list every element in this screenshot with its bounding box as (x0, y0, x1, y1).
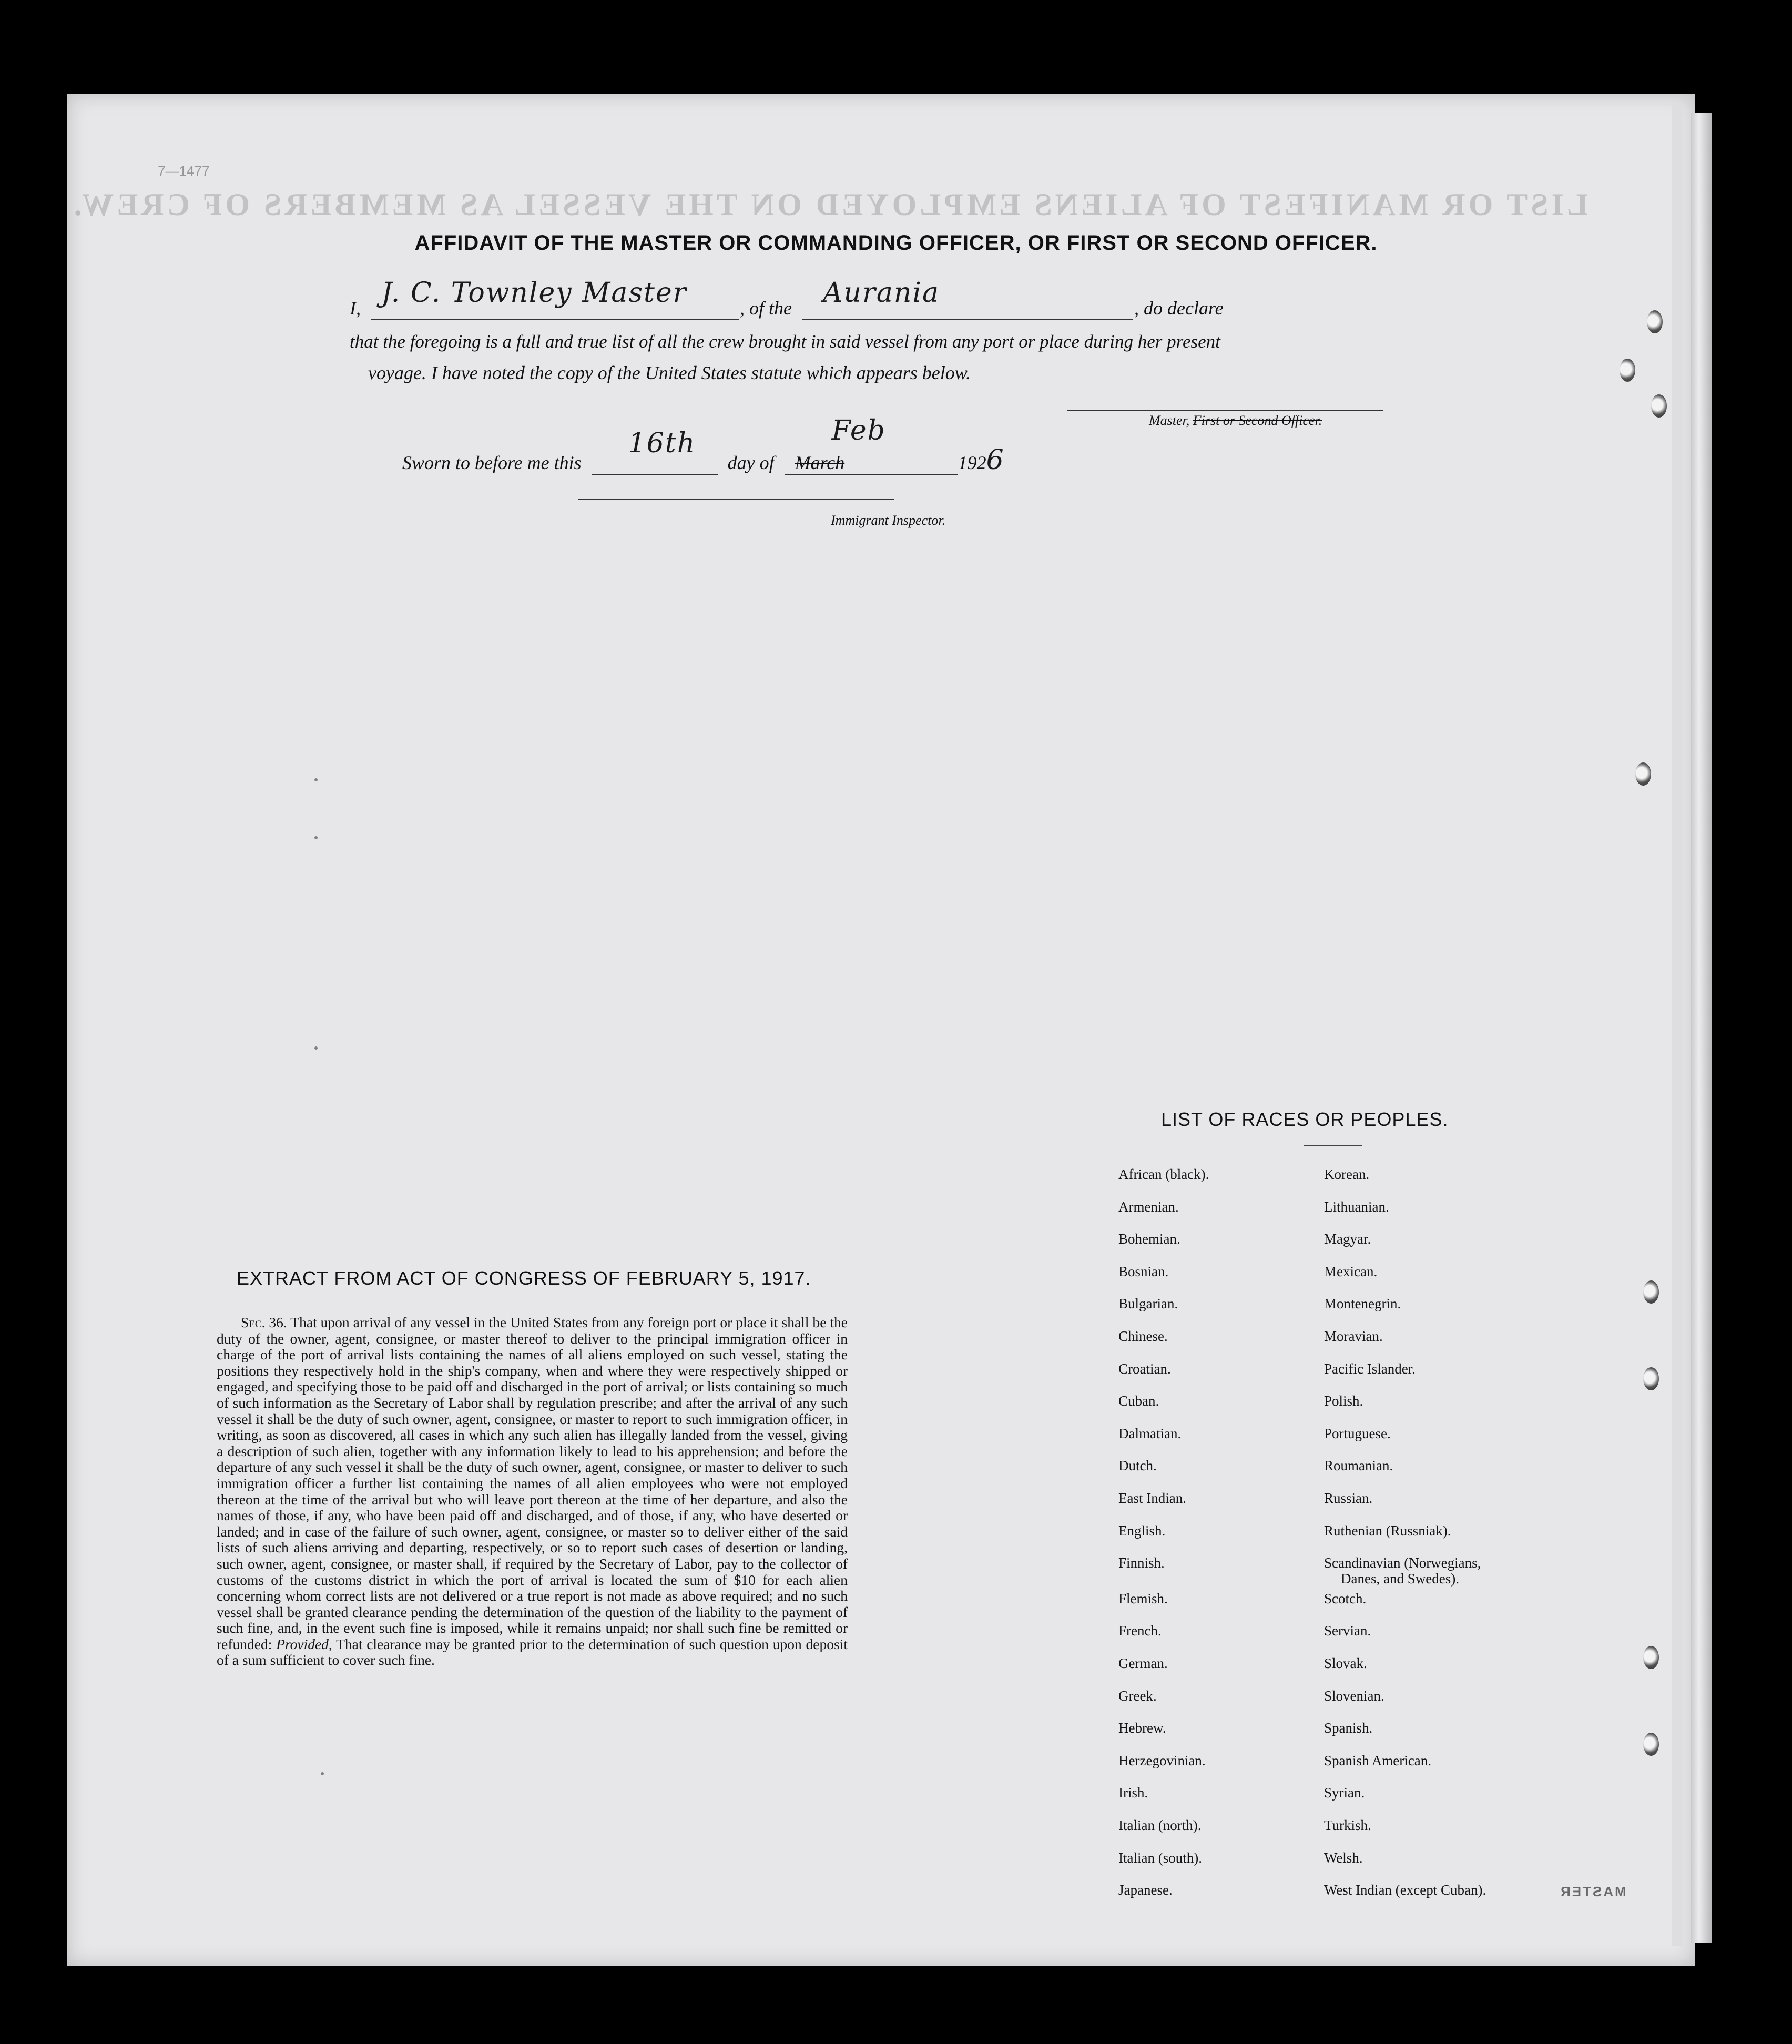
race-item: Portuguese. (1324, 1425, 1391, 1441)
statute-text: That upon arrival of any vessel in the United States from any foreign port or place it shall be the duty of the owner, agent, consignee, or master thereof to deliver to the principal immigration officer in charge of the port of arrival lists containing the names of all aliens employed on such vessel, stating the positions they respectively hold in the ship's company, when and where they were respectively shipped or engaged, and specifying those to be paid off and discharged in the port of arrival; or lists containing so much of such information as the Secretary of Labor shall by regulation prescribe; and after the arrival of any such vessel it shall be the duty of such owner, agent, consignee, or master to report to such immigration officer, in writing, as soon as discovered, all cases in which any such alien has illegally landed from the vessel, giving a description of such alien, together with any information likely to lead to his apprehension; and before the departure of any such vessel it shall be the duty of such owner, agent, consignee, or master to deliver to such immigration officer a further list containing the names of all alien employees who were not employed thereon at the time of the arrival but who will leave port thereon at the time of her departure, and also the names of those, if any, who have been paid off and discharged, and of those, if any, who have deserted or landed; and in case of the failure of such owner, agent, consignee, or master so to deliver either of the said lists of such aliens arriving and departing, respectively, or so to report such cases of desertion or landing, such owner, agent, consignee, or master shall, if required by the Secretary of Labor, pay to the collector of customs of the customs district in which the port of arrival is located the sum of $10 for each alien concerning whom correct lists are not delivered or a true report is not made as above required; and no such vessel shall be granted clearance pending the determination of the question of the liability to the payment of such fine, and, in the event such fine is imposed, while it remains unpaid; nor shall such fine be remitted or refunded: (217, 1314, 848, 1652)
do-declare-label: , do declare (1134, 298, 1224, 319)
declaration-line-2: that the foregoing is a full and true list of all the crew brought in said vessel from any port or place during her present (350, 331, 1220, 352)
race-item: Bulgarian. (1118, 1296, 1178, 1312)
inspector-label: Immigrant Inspector. (831, 513, 946, 528)
race-item: Scandinavian (Norwegians, (1324, 1555, 1481, 1571)
vessel-field (802, 277, 1133, 320)
year-printed: 192 (958, 452, 986, 473)
page-edge (1691, 113, 1712, 1943)
race-item: Scotch. (1324, 1590, 1367, 1606)
race-item: Slovenian. (1324, 1687, 1384, 1704)
race-item: Herzegovinian. (1118, 1752, 1206, 1768)
race-item: East Indian. (1118, 1490, 1186, 1506)
race-item: Montenegrin. (1324, 1296, 1401, 1312)
race-item: English. (1118, 1522, 1166, 1539)
race-item: Finnish. (1118, 1555, 1165, 1571)
race-item: Pacific Islander. (1324, 1360, 1416, 1377)
race-item: Danes, and Swedes). (1341, 1571, 1459, 1587)
race-item: Irish. (1118, 1785, 1148, 1801)
race-item: Croatian. (1118, 1360, 1171, 1377)
race-item: Syrian. (1324, 1785, 1365, 1801)
page-edge-shadow (1672, 105, 1683, 1946)
race-item: Bosnian. (1118, 1263, 1169, 1279)
master-signature-line (1067, 410, 1383, 411)
binder-hole (1643, 1646, 1659, 1669)
stray-dot (314, 836, 318, 839)
month-struck: March (795, 452, 845, 473)
officer-label-struck: First or Second Officer. (1193, 413, 1322, 428)
inspector-signature-line (578, 499, 894, 500)
form-number-stamp: 7—1477 (158, 163, 210, 179)
race-item: Lithuanian. (1324, 1198, 1389, 1215)
binder-hole (1647, 310, 1663, 333)
race-item: Russian. (1324, 1490, 1373, 1506)
extract-title: EXTRACT FROM ACT OF CONGRESS OF FEBRUARY 5, 1917. (237, 1267, 811, 1289)
race-item: Dalmatian. (1118, 1425, 1182, 1441)
stray-dot (321, 1772, 324, 1775)
race-item: German. (1118, 1655, 1168, 1671)
declaration-prefix: I, (350, 298, 361, 319)
races-title: LIST OF RACES OR PEOPLES. (1161, 1109, 1449, 1130)
races-title-rule (1304, 1145, 1362, 1146)
month-handwritten: Feb (831, 415, 886, 446)
race-item: Moravian. (1324, 1328, 1383, 1344)
day-of-label: day of (727, 452, 775, 473)
statute-text-end: That clearance may be granted prior to the determination of such question upon deposit of a sum sufficient to cover such fine. (217, 1635, 848, 1669)
extract-body (217, 1315, 848, 1669)
race-item: Korean. (1324, 1166, 1370, 1182)
race-item: African (black). (1118, 1166, 1209, 1182)
race-item: Welsh. (1324, 1849, 1363, 1866)
section-number: Sec. 36. (241, 1314, 287, 1330)
binder-hole (1651, 394, 1667, 418)
vessel-handwritten: Aurania (822, 277, 940, 309)
race-item: Cuban. (1118, 1393, 1159, 1409)
race-item: Slovak. (1324, 1655, 1367, 1671)
day-handwritten: 16th (628, 428, 696, 459)
race-item: Chinese. (1118, 1328, 1168, 1344)
race-item: Bohemian. (1118, 1231, 1180, 1247)
binder-hole (1643, 1280, 1659, 1304)
race-item: Flemish. (1118, 1590, 1168, 1606)
declaration-line-1 (350, 277, 1412, 320)
bleed-through-header: LIST OR MANIFEST OF ALIENS EMPLOYED ON THE VESSEL AS MEMBERS OF CREW. (70, 187, 1588, 222)
race-item: West Indian (except Cuban). (1324, 1882, 1486, 1898)
corner-mark: MASTER (1559, 1884, 1626, 1899)
master-label-text: Master, (1149, 413, 1190, 428)
stray-dot (314, 778, 318, 781)
day-field (592, 428, 718, 475)
declaration-line-3: voyage. I have noted the copy of the United States statute which appears below. (368, 362, 971, 383)
race-item: Japanese. (1118, 1882, 1173, 1898)
race-item: Roumanian. (1324, 1458, 1393, 1474)
race-item: Dutch. (1118, 1458, 1157, 1474)
provided-label: Provided, (276, 1635, 332, 1652)
sworn-line (402, 415, 1005, 476)
month-field (785, 415, 958, 475)
race-item: French. (1118, 1623, 1162, 1639)
stray-dot (314, 1046, 318, 1050)
race-item: Turkish. (1324, 1817, 1371, 1833)
name-handwritten: J. C. Townley Master (381, 277, 687, 309)
affidavit-title: AFFIDAVIT OF THE MASTER OR COMMANDING OFFICER, OR FIRST OR SECOND OFFICER. (414, 231, 1378, 255)
race-item: Mexican. (1324, 1263, 1378, 1279)
race-item: Servian. (1324, 1623, 1371, 1639)
year-handwritten: 6 (986, 444, 1005, 476)
race-item: Magyar. (1324, 1231, 1371, 1247)
sworn-prefix: Sworn to before me this (402, 452, 582, 473)
of-the-label: , of the (740, 298, 792, 319)
race-item: Polish. (1324, 1393, 1363, 1409)
binder-hole (1620, 359, 1635, 382)
race-item: Spanish American. (1324, 1752, 1431, 1768)
race-item: Armenian. (1118, 1198, 1179, 1215)
race-item: Greek. (1118, 1687, 1157, 1704)
race-item: Ruthenian (Russniak). (1324, 1522, 1451, 1539)
binder-hole (1643, 1367, 1659, 1390)
race-item: Hebrew. (1118, 1720, 1166, 1736)
binder-hole (1635, 762, 1651, 786)
race-item: Italian (north). (1118, 1817, 1202, 1833)
binder-hole (1643, 1733, 1659, 1756)
name-field (371, 277, 739, 320)
race-item: Spanish. (1324, 1720, 1373, 1736)
race-item: Italian (south). (1118, 1849, 1202, 1866)
master-label (1149, 413, 1322, 429)
